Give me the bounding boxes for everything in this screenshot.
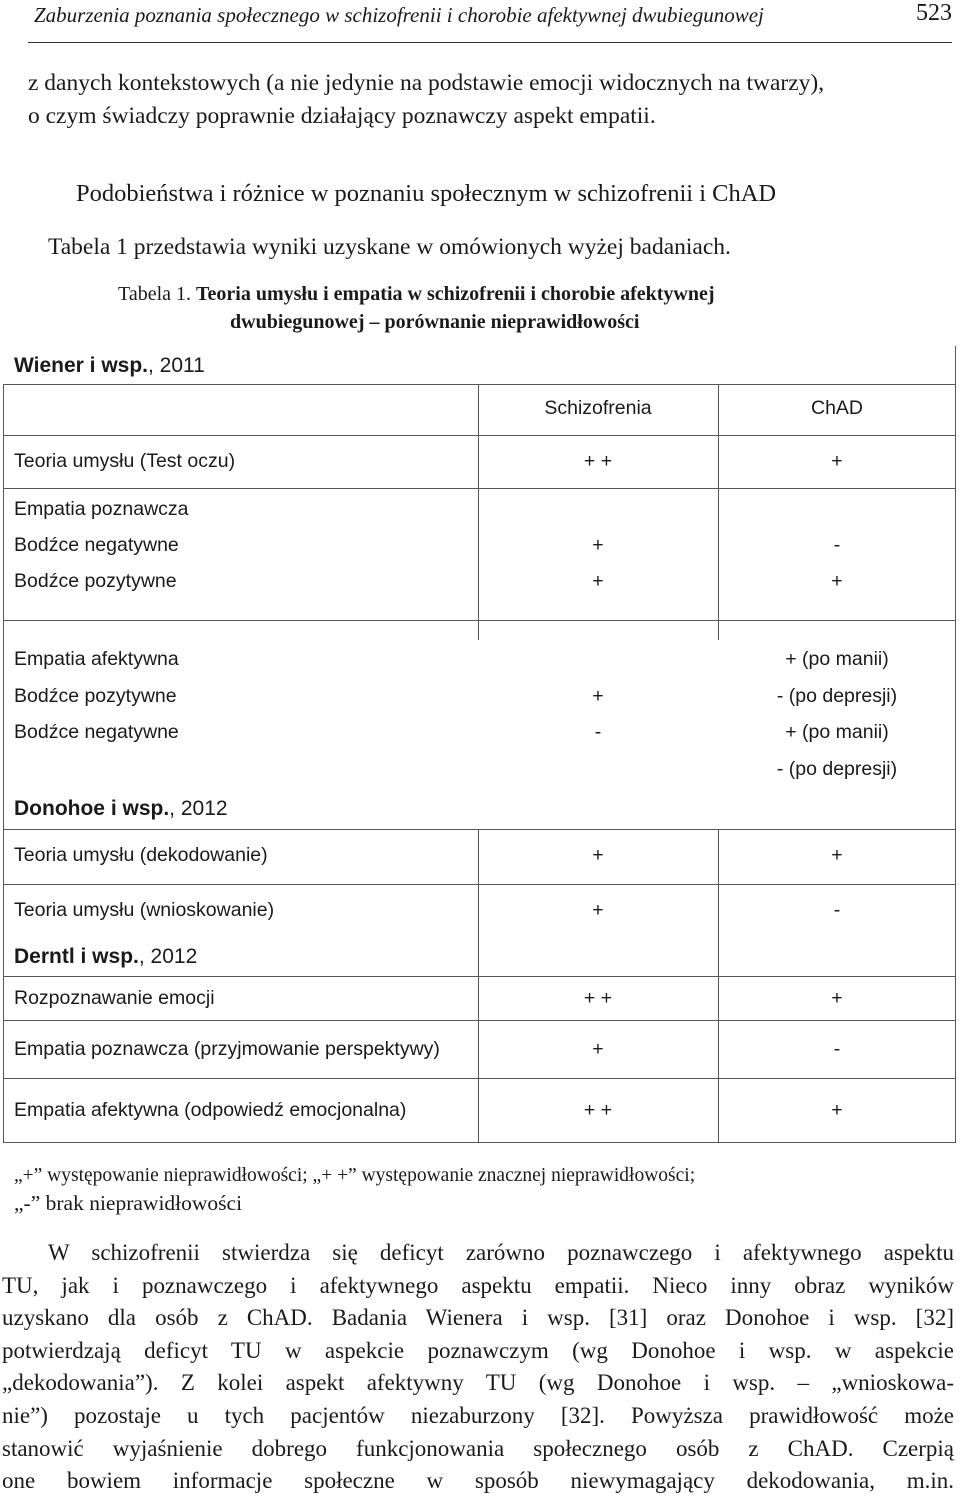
table-caption <box>118 283 715 306</box>
body-line: potwierdzają deficyt TU w aspekcie poznawczym (wg Donohoe i wsp. w aspekcie <box>2 1337 954 1363</box>
body-line: „dekodowania”). Z kolei aspekt afektywny TU (wg Donohoe i wsp. – „wnioskowa- <box>2 1370 954 1396</box>
cell-chad: - <box>833 1038 841 1060</box>
cell-chad: + <box>831 570 843 592</box>
cell-chad: + <box>831 450 843 472</box>
cell-chad: - <box>833 534 841 556</box>
row-label: Empatia poznawcza <box>14 498 189 520</box>
cell-schizofrenia: + + <box>583 450 613 472</box>
column-header-schizofrenia: Schizofrenia <box>544 397 652 419</box>
cell-chad: - (po depresji) <box>776 685 898 707</box>
cell-schizofrenia: - <box>594 721 602 743</box>
table-caption-label: Tabela 1. <box>118 283 197 305</box>
cell-chad: + (po manii) <box>785 648 889 670</box>
cell-chad: - <box>833 899 841 921</box>
study-authors: Donohoe i wsp. <box>14 797 170 820</box>
study-year: , 2011 <box>148 354 205 377</box>
running-header-title: Zaburzenia poznania społecznego w schizofrenii i chorobie afektywnej dwubiegunowej <box>34 3 764 27</box>
body-line: W schizofrenii stwierdza się deficyt zarówno poznawczego i afektywnego aspektu <box>48 1240 954 1265</box>
row-label: Bodźce negatywne <box>14 721 179 743</box>
intro-line-1: z danych kontekstowych (a nie jedynie na podstawie emocji widocznych na twarzy), <box>28 70 825 96</box>
cell-schizofrenia: + <box>592 844 604 866</box>
body-line: uzyskano dla osób z ChAD. Badania Wienera i wsp. [31] oraz Donohoe i wsp. [32] <box>2 1305 954 1331</box>
study-label-donohoe <box>14 797 228 821</box>
body-line: one bowiem informacje społeczne w sposób niewymagający dekodowania, m.in. <box>2 1468 954 1494</box>
study-authors: Derntl i wsp. <box>14 945 139 968</box>
study-label-wiener <box>14 354 205 378</box>
row-label: Bodźce negatywne <box>14 534 179 556</box>
cell-schizofrenia: + <box>592 685 604 707</box>
page-number: 523 <box>916 0 952 26</box>
cell-schizofrenia: + <box>592 570 604 592</box>
body-line: TU, jak i poznawczego i afektywnego aspektu empatii. Nieco inny obraz wyników <box>2 1272 954 1298</box>
column-header-chad: ChAD <box>810 397 864 419</box>
row-label: Teoria umysłu (Test oczu) <box>14 450 236 472</box>
row-label: Empatia afektywna <box>14 648 179 670</box>
row-label: Empatia poznawcza (przyjmowanie perspektywy) <box>14 1038 440 1060</box>
cell-schizofrenia: + + <box>583 987 613 1009</box>
section-title: Podobieństwa i różnice w poznaniu społecznym w schizofrenii i ChAD <box>76 180 777 207</box>
row-label: Teoria umysłu (dekodowanie) <box>14 844 268 866</box>
cell-schizofrenia: + + <box>583 1099 613 1121</box>
cell-schizofrenia: + <box>592 899 604 921</box>
body-line: nie”) pozostaje u tych pacjentów niezaburzony [32]. Powyższa prawidłowość może <box>2 1402 954 1428</box>
row-label: Rozpoznawanie emocji <box>14 987 215 1009</box>
study-year: , 2012 <box>169 797 228 820</box>
study-year: , 2012 <box>138 945 198 968</box>
table-caption-line-2: dwubiegunowej – porównanie nieprawidłowości <box>230 311 640 333</box>
cell-chad: + <box>831 987 843 1009</box>
table-caption-line-1: Teoria umysłu i empatia w schizofrenii i chorobie afektywnej <box>196 283 715 305</box>
row-label: Bodźce pozytywne <box>14 570 177 592</box>
cell-chad: - (po depresji) <box>776 758 898 780</box>
header-rule <box>28 42 952 43</box>
intro-line-2: o czym świadczy poprawnie działający poznawczy aspekt empatii. <box>28 103 656 129</box>
table-legend-line-2: „-” brak nieprawidłowości <box>14 1191 243 1215</box>
cell-schizofrenia: + <box>592 1038 604 1060</box>
table-intro: Tabela 1 przedstawia wyniki uzyskane w omówionych wyżej badaniach. <box>48 234 731 260</box>
table-legend-line-1: „+” występowanie nieprawidłowości; „+ +” występowanie znacznej nieprawidłowości; <box>14 1165 696 1186</box>
body-line: stanowić wyjaśnienie dobrego funkcjonowania społecznego osób z ChAD. Czerpią <box>2 1435 954 1461</box>
row-label: Bodźce pozytywne <box>14 685 177 707</box>
study-label-derntl <box>14 945 197 969</box>
cell-chad: + (po manii) <box>785 721 889 743</box>
row-label: Teoria umysłu (wnioskowanie) <box>14 899 275 921</box>
cell-chad: + <box>831 1099 843 1121</box>
row-label: Empatia afektywna (odpowiedź emocjonalna) <box>14 1099 407 1121</box>
body-paragraph <box>2 1237 954 1498</box>
cell-schizofrenia: + <box>592 534 604 556</box>
cell-chad: + <box>831 844 843 866</box>
study-authors: Wiener i wsp. <box>14 354 149 377</box>
